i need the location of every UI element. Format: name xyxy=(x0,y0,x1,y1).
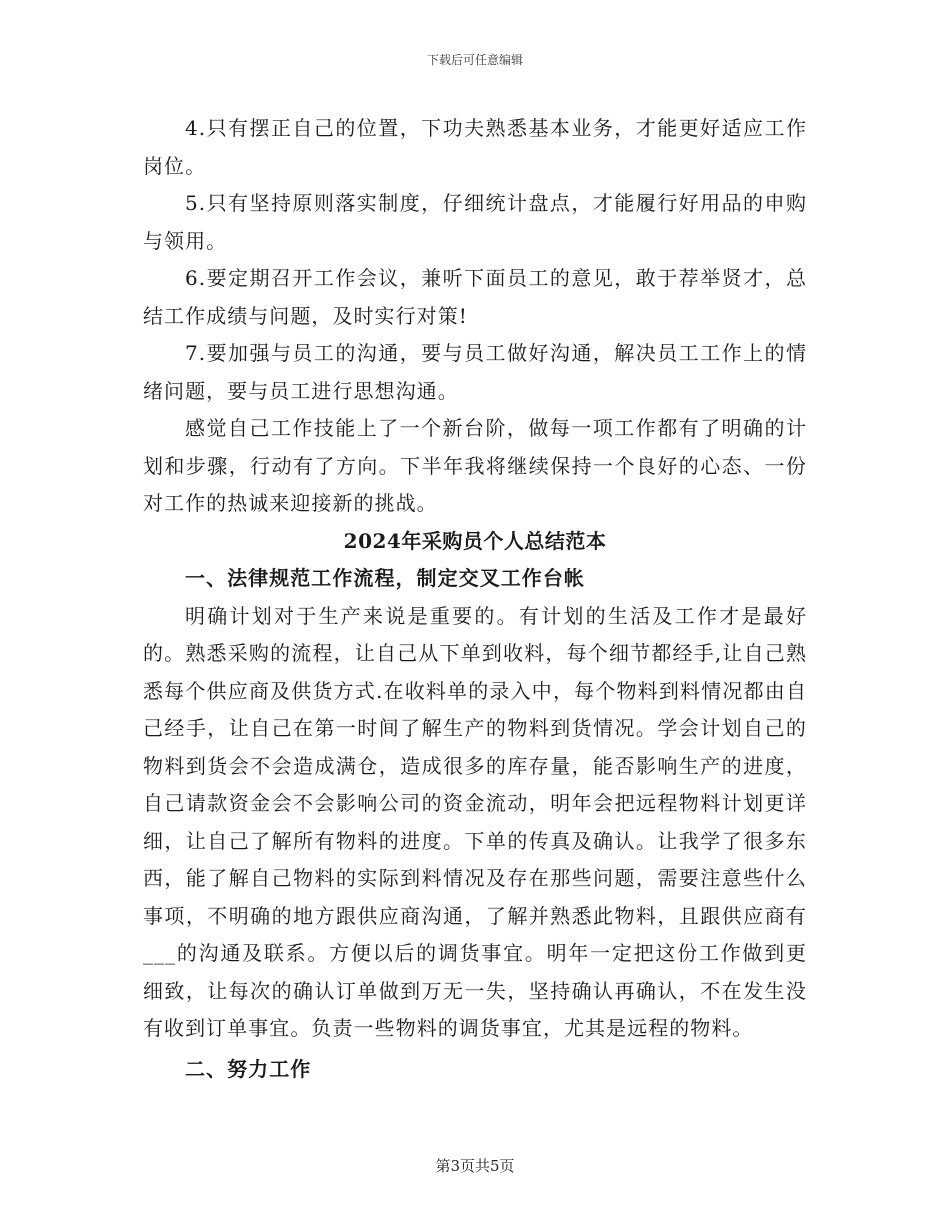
document-body xyxy=(143,110,807,1088)
paragraph-item-4: 4.只有摆正自己的位置，下功夫熟悉基本业务，才能更好适应工作岗位。 xyxy=(143,116,807,178)
section-body-1: 明确计划对于生产来说是重要的。有计划的生活及工作才是最好的。熟悉采购的流程，让自己从下单到收料，每个细节都经手,让自己熟悉每个供应商及供货方式.在收料单的录入中，每个物料到料情况都由自己经手，让自己在第一时间了解生产的物料到货情况。学会计划自己的物料到货会不会造成满仓，造成很多的库存量，能否影响生产的进度，自己请款资金会不会影响公司的资金流动，明年会把远程物料计划更详细，让自己了解所有物料的进度。下单的传真及确认。让我学了很多东西，能了解自己物料的实际到料情况及存在那些问题，需要注意些什么事项，不明确的地方跟供应商沟通，了解并熟悉此物料，且跟供应商有___的沟通及联系。方便以后的调货事宜。明年一定把这份工作做到更细致，让每次的确认订单做到万无一失，坚持确认再确认，不在发生没有收到订单事宜。负责一些物料的调货事宜，尤其是远程的物料。 xyxy=(143,603,807,1040)
page-footer: 第3页共5页 xyxy=(435,1157,515,1175)
document-title: 2024年采购员个人总结范本 xyxy=(343,528,607,553)
paragraph-item-6: 6.要定期召开工作会议，兼听下面员工的意见，敢于荐举贤才，总结工作成绩与问题，及时实行对策! xyxy=(143,266,807,328)
section-heading-2: 二、努力工作 xyxy=(185,1056,312,1081)
paragraph-item-5: 5.只有坚持原则落实制度，仔细统计盘点，才能履行好用品的申购与领用。 xyxy=(143,191,807,253)
paragraph-item-7: 7.要加强与员工的沟通，要与员工做好沟通，解决员工工作上的情绪问题，要与员工进行思想沟通。 xyxy=(143,341,807,403)
page-header: 下载后可任意编辑 xyxy=(426,53,523,67)
section-heading-1: 一、法律规范工作流程，制定交叉工作台帐 xyxy=(185,566,585,590)
paragraph-summary: 感觉自己工作技能上了一个新台阶，做每一项工作都有了明确的计划和步骤，行动有了方向。下半年我将继续保持一个良好的心态、一份对工作的热诚来迎接新的挑战。 xyxy=(143,416,807,515)
